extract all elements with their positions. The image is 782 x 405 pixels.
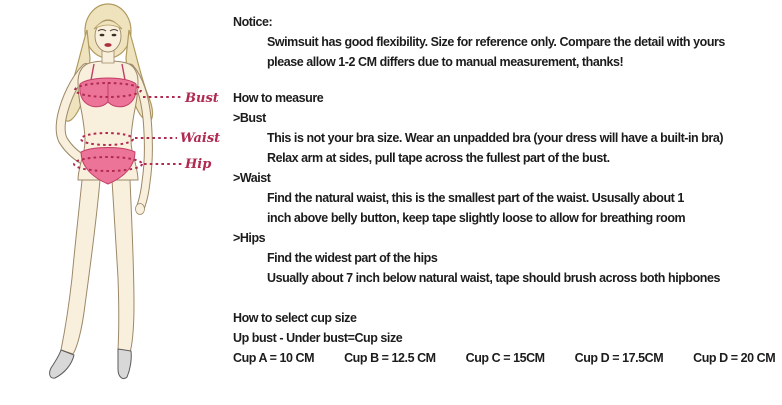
- cup-size-formula: Up bust - Under bust=Cup size: [233, 331, 403, 345]
- hips-instruction-1: Find the widest part of the hips: [267, 251, 438, 265]
- figure-illustration: [0, 0, 232, 405]
- waist-label: Waist: [180, 131, 221, 146]
- bust-instruction-2: Relax arm at sides, pull tape across the fullest part of the bust.: [267, 151, 610, 165]
- notice-line-1: Swimsuit has good flexibility. Size for reference only. Compare the detail with yours: [267, 35, 725, 49]
- hips-section-label: >Hips: [233, 231, 266, 245]
- cup-entry: Cup D = 17.5CM: [574, 351, 664, 365]
- cup-size-heading: How to select cup size: [233, 311, 357, 325]
- waist-instruction-1: Find the natural waist, this is the smallest part of the waist. Ususally about 1: [267, 191, 684, 205]
- hips-instruction-2: Usually about 7 inch below natural waist, tape should brush across both hipbones: [267, 271, 720, 285]
- how-to-measure-heading: How to measure: [233, 91, 324, 105]
- bust-instruction-1: This is not your bra size. Wear an unpadded bra (your dress will have a built-in bra): [267, 131, 724, 145]
- waist-section-label: >Waist: [233, 171, 271, 185]
- cup-entry: Cup D = 20 CM: [693, 351, 776, 365]
- cup-entry: Cup C = 15CM: [465, 351, 545, 365]
- bust-section-label: >Bust: [233, 111, 266, 125]
- cup-entry: Cup A = 10 CM: [233, 351, 315, 365]
- bust-label: Bust: [185, 91, 219, 106]
- notice-line-2: please allow 1-2 CM differs due to manual measurement, thanks!: [267, 55, 624, 69]
- waist-instruction-2: inch above belly button, keep tape slightly loose to allow for breathing room: [267, 211, 686, 225]
- left-shoe: [50, 350, 74, 378]
- measurement-figure-panel: [0, 0, 232, 405]
- hip-label: Hip: [185, 157, 212, 172]
- notice-heading: Notice:: [233, 15, 273, 29]
- instructions-panel: [233, 12, 778, 368]
- cup-size-values: [233, 348, 778, 368]
- legs: [50, 180, 134, 379]
- cup-entry: Cup B = 12.5 CM: [344, 351, 436, 365]
- right-shoe: [118, 349, 131, 379]
